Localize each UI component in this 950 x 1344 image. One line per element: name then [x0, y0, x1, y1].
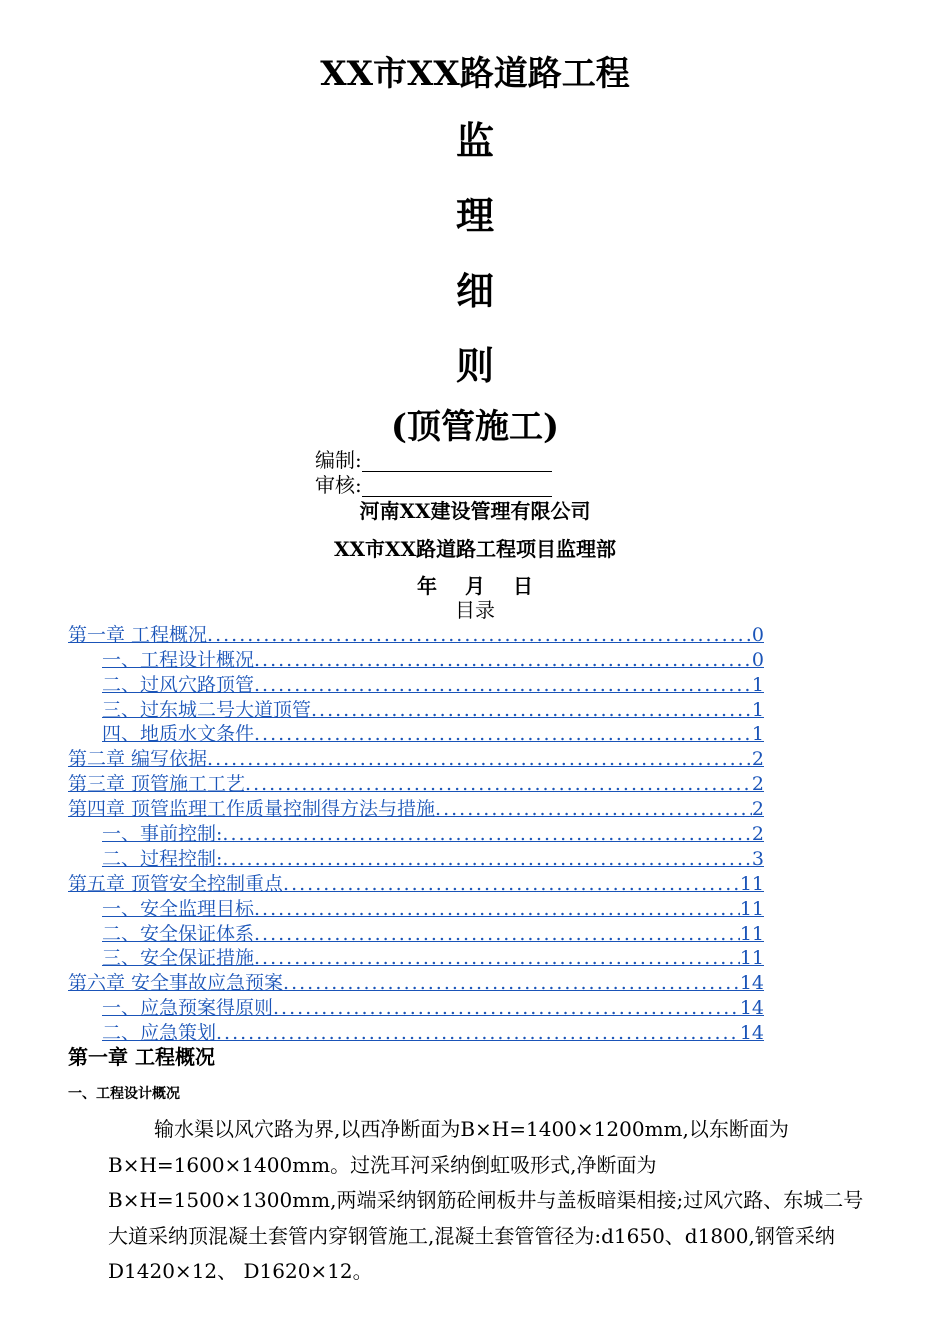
toc-leader-dots: [435, 798, 752, 821]
section-heading: 一、工程设计概况: [68, 1086, 180, 1102]
toc-leader-dots: [222, 848, 752, 871]
toc-entry-title: 二、安全保证体系: [102, 922, 255, 945]
date-month: 月: [465, 574, 485, 598]
toc-leader-dots: [222, 823, 752, 846]
toc-leader-dots: [216, 1022, 740, 1045]
toc-leader-dots: [283, 972, 740, 995]
toc-entry-title: 一、应急预案得原则: [102, 997, 274, 1020]
title-char-1: 监: [455, 118, 494, 163]
reviewed-by-line: [362, 476, 552, 497]
toc-leader-dots: [254, 723, 752, 746]
project-title: XX市XX路道路工程: [320, 54, 630, 94]
toc-entry-page: 14: [739, 997, 764, 1020]
prepared-by-label: 编制:: [315, 448, 362, 472]
toc-entry[interactable]: [68, 846, 764, 871]
toc-entry[interactable]: [68, 647, 764, 672]
toc-leader-dots: [254, 923, 740, 946]
toc-entry-page: 14: [739, 972, 764, 995]
toc-leader-dots: [245, 773, 752, 796]
company-name: 河南XX建设管理有限公司: [359, 499, 591, 523]
toc-entry-title: 一、安全监理目标: [102, 897, 255, 920]
toc-entry-title: 一、事前控制:: [102, 823, 223, 846]
toc-entry[interactable]: [68, 995, 764, 1020]
toc-entry-title: 二、过风穴路顶管: [102, 673, 255, 696]
toc-entry[interactable]: [68, 746, 764, 771]
toc-entry[interactable]: [68, 896, 764, 921]
toc-entry-title: 三、安全保证措施: [102, 947, 255, 970]
toc-entry-title: 二、过程控制:: [102, 847, 223, 870]
title-char-3: 细: [455, 268, 494, 313]
toc-entry-page: 1: [751, 673, 764, 696]
toc-entry-page: 11: [739, 872, 764, 895]
chapter-heading: 第一章 工程概况: [68, 1045, 215, 1069]
toc-entry[interactable]: [68, 970, 764, 995]
toc-entry[interactable]: [68, 821, 764, 846]
toc-entry[interactable]: [68, 771, 764, 796]
toc-entry-page: 1: [751, 723, 764, 746]
reviewed-by-field: [315, 473, 552, 497]
toc-entry-page: 3: [751, 847, 764, 870]
toc-entry-title: 第六章 安全事故应急预案: [68, 972, 284, 995]
body-paragraph: 输水渠以风穴路为界,以西净断面为B×H=1400×1200mm,以东断面为B×H=1600×1400mm。过洗耳河采纳倒虹吸形式,净断面为B×H=1500×1300mm,两端采纳钢筋砼闸板井与盖板暗渠相接;过风穴路、东城二号大道采纳顶混凝土套管内穿钢管施工,混凝土套管管径为:d1650、d1800,钢管采纳D1420×12、 D1620×12。: [108, 1117, 864, 1283]
date-line: [0, 573, 950, 599]
toc-leader-dots: [283, 873, 740, 896]
toc-entry[interactable]: [68, 722, 764, 747]
toc-leader-dots: [254, 898, 740, 921]
toc-leader-dots: [254, 674, 752, 697]
toc-leader-dots: [273, 997, 740, 1020]
toc-title: 目录: [455, 598, 495, 622]
toc-entry-title: 四、地质水文条件: [102, 723, 255, 746]
department-name: XX市XX路道路工程项目监理部: [333, 537, 617, 561]
title-char-4: 则: [455, 343, 494, 388]
toc-entry-title: 第一章 工程概况: [68, 623, 208, 646]
prepared-by-field: [315, 448, 552, 472]
toc-leader-dots: [254, 649, 752, 672]
toc-entry-page: 11: [739, 922, 764, 945]
toc-entry[interactable]: [68, 921, 764, 946]
toc-entry-page: 0: [751, 623, 764, 646]
toc-entry-page: 2: [751, 798, 764, 821]
toc-entry-title: 第二章 编写依据: [68, 748, 208, 771]
toc-entry-title: 第三章 顶管施工工艺: [68, 773, 246, 796]
toc-entry-page: 11: [739, 947, 764, 970]
table-of-contents: [68, 622, 764, 1045]
toc-entry-page: 2: [751, 773, 764, 796]
toc-entry-title: 第五章 顶管安全控制重点: [68, 872, 284, 895]
toc-entry[interactable]: [68, 1020, 764, 1045]
toc-entry-page: 14: [739, 1022, 764, 1045]
toc-leader-dots: [207, 748, 752, 771]
toc-leader-dots: [207, 624, 752, 647]
toc-entry-page: 11: [739, 897, 764, 920]
toc-leader-dots: [311, 699, 752, 722]
toc-entry-title: 第四章 顶管监理工作质量控制得方法与措施: [68, 798, 436, 821]
reviewed-by-label: 审核:: [315, 473, 362, 497]
toc-entry[interactable]: [68, 946, 764, 971]
toc-entry-page: 1: [751, 698, 764, 721]
toc-entry-page: 0: [751, 648, 764, 671]
date-year: 年: [417, 574, 437, 598]
toc-entry-page: 2: [751, 823, 764, 846]
toc-entry-title: 二、应急策划: [102, 1022, 217, 1045]
toc-entry-title: 三、过东城二号大道顶管: [102, 698, 312, 721]
toc-entry[interactable]: [68, 622, 764, 647]
prepared-by-line: [362, 451, 552, 472]
toc-entry[interactable]: [68, 672, 764, 697]
toc-entry[interactable]: [68, 871, 764, 896]
toc-entry-page: 2: [751, 748, 764, 771]
title-char-2: 理: [455, 193, 494, 238]
toc-entry[interactable]: [68, 796, 764, 821]
toc-entry[interactable]: [68, 697, 764, 722]
toc-leader-dots: [254, 947, 740, 970]
toc-entry-title: 一、工程设计概况: [102, 648, 255, 671]
date-day: 日: [513, 574, 533, 598]
document-subtitle: (顶管施工): [390, 407, 560, 447]
